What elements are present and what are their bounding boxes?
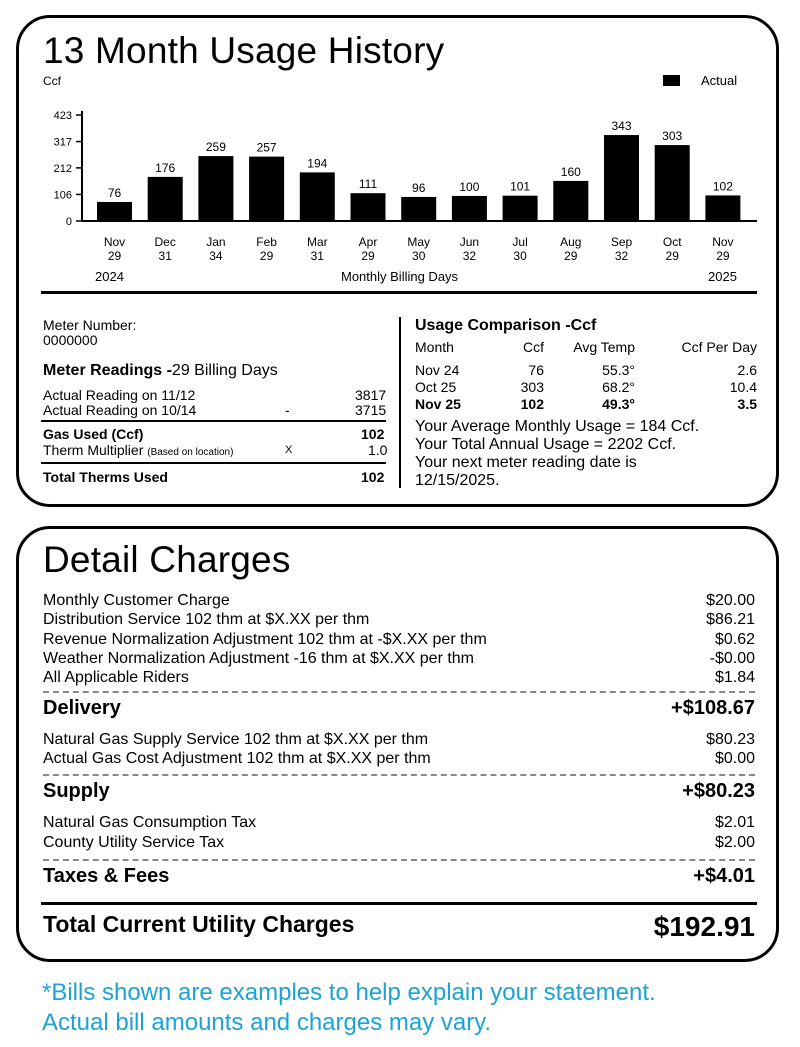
comparison-cell: 49.3° xyxy=(602,396,635,412)
month-label: Jul xyxy=(512,235,528,249)
charge-line-label: Revenue Normalization Adjustment 102 thm at -$X.XX per thm xyxy=(43,630,487,648)
charge-line xyxy=(43,650,755,668)
comparison-header: Ccf Per Day xyxy=(681,339,757,355)
bar-value-label: 160 xyxy=(560,164,581,179)
charge-line xyxy=(43,750,755,768)
taxes-subtotal-amount: +$4.01 xyxy=(693,865,755,887)
charge-line-amount: -$0.00 xyxy=(709,649,755,667)
supply-subtotal-label: Supply xyxy=(43,780,110,802)
comparison-cell: 2.6 xyxy=(737,362,757,378)
charge-line xyxy=(43,814,755,832)
comparison-cell: 3.5 xyxy=(737,396,757,412)
bar-value-label: 96 xyxy=(412,180,426,195)
charge-line-label: Actual Gas Cost Adjustment 102 thm at $X.XX per thm xyxy=(43,750,431,768)
charge-line xyxy=(43,631,755,649)
bar-value-label: 343 xyxy=(611,119,632,134)
average-usage-text: Your Average Monthly Usage = 184 Ccf. xyxy=(415,418,700,435)
legend-label: Actual xyxy=(701,73,738,88)
month-label: Apr xyxy=(358,235,378,249)
charge-line-label: County Utility Service Tax xyxy=(43,834,225,851)
meter-readings-label: Meter Readings - xyxy=(43,362,172,379)
actual-reading-1-value: 3817 xyxy=(355,387,387,403)
billing-days-label: 30 xyxy=(513,249,527,263)
bar-value-label: 102 xyxy=(712,179,733,194)
grand-total-amount: $192.91 xyxy=(653,911,755,942)
dashed-divider xyxy=(43,859,755,861)
charge-line-amount: $86.21 xyxy=(706,611,755,629)
bar xyxy=(452,196,487,221)
bar-value-label: 194 xyxy=(307,156,328,171)
bar-value-label: 76 xyxy=(107,185,122,200)
month-label: Jan xyxy=(206,235,226,249)
actual-reading-2-value: 3715 xyxy=(355,402,387,418)
annual-usage-text: Your Total Annual Usage = 2202 Ccf. xyxy=(415,436,677,453)
bar xyxy=(655,145,690,221)
meter-readings-heading xyxy=(43,362,278,380)
month-label: Aug xyxy=(560,235,582,249)
start-year: 2024 xyxy=(95,269,124,284)
therm-value: 1.0 xyxy=(368,442,388,458)
total-therms-value: 102 xyxy=(361,469,385,485)
therm-note: (Based on location) xyxy=(147,447,234,458)
bar xyxy=(503,196,538,221)
month-label: Oct xyxy=(662,235,682,249)
comparison-cell: 10.4 xyxy=(729,379,757,395)
comparison-cell: 76 xyxy=(528,362,544,378)
meter-number-label: Meter Number: xyxy=(43,317,137,333)
billing-days-label: 29 xyxy=(107,249,122,263)
billing-days-label: 31 xyxy=(158,249,172,263)
charge-line xyxy=(43,731,755,749)
bar xyxy=(705,195,740,221)
meter-number-value: 0000000 xyxy=(43,332,98,348)
bar xyxy=(97,202,132,221)
comparison-cell: 55.3° xyxy=(602,362,635,378)
comparison-cell: 68.2° xyxy=(602,379,635,395)
billing-days-label: 29 xyxy=(665,249,679,263)
charge-line xyxy=(43,592,755,610)
month-label: Dec xyxy=(154,235,176,249)
detail-charges-panel xyxy=(16,526,779,962)
next-reading-text: Your next meter reading date is xyxy=(415,454,637,471)
taxes-subtotal-label: Taxes & Fees xyxy=(43,865,170,887)
charge-line-label: Weather Normalization Adjustment -16 thm at $X.XX per thm xyxy=(43,649,475,667)
bar xyxy=(249,157,284,221)
charge-line-amount: $80.23 xyxy=(706,731,755,748)
billing-days-label: Monthly Billing Days xyxy=(341,269,459,284)
actual-reading-1-label: Actual Reading on 11/12 xyxy=(43,387,196,403)
gas-used-label: Gas Used (Ccf) xyxy=(43,426,144,442)
supply-subtotal xyxy=(43,780,755,803)
bar xyxy=(300,172,335,221)
month-label: May xyxy=(407,235,431,249)
bar xyxy=(351,193,386,221)
comparison-cell: Nov 24 xyxy=(415,362,460,378)
comparison-header: Avg Temp xyxy=(573,339,635,355)
charge-line xyxy=(43,611,755,629)
y-tick-label: 0 xyxy=(65,216,72,228)
section-divider xyxy=(399,317,401,488)
dashed-divider xyxy=(43,691,755,693)
bar xyxy=(604,135,639,221)
charge-line-label: Natural Gas Consumption Tax xyxy=(43,814,257,831)
bar-value-label: 176 xyxy=(155,160,176,175)
gas-used-value: 102 xyxy=(361,426,385,442)
bar-value-label: 111 xyxy=(358,177,378,192)
billing-days-label: 30 xyxy=(412,249,426,263)
month-label: Mar xyxy=(306,235,328,249)
charge-line-amount: $0.62 xyxy=(714,630,755,648)
bar-value-label: 259 xyxy=(205,140,226,155)
billing-days-label: 31 xyxy=(310,249,324,263)
meter-readings-days: 29 Billing Days xyxy=(171,362,278,379)
charge-line-amount: $0.00 xyxy=(714,750,755,768)
bar-value-label: 101 xyxy=(510,179,531,194)
billing-days-label: 32 xyxy=(462,249,477,263)
disclaimer xyxy=(42,978,656,1038)
billing-days-label: 34 xyxy=(209,249,223,263)
disclaimer-line-2: Actual bill amounts and charges may vary. xyxy=(42,1009,492,1036)
therm-multiplier-label xyxy=(43,442,233,458)
billing-days-label: 29 xyxy=(259,249,274,263)
charge-line-amount: $1.84 xyxy=(714,669,755,687)
y-tick-label: 212 xyxy=(53,162,72,175)
actual-reading-2-label: Actual Reading on 10/14 xyxy=(43,402,197,418)
billing-days-label: 29 xyxy=(361,249,375,263)
bar xyxy=(553,181,588,221)
comparison-cell: Nov 25 xyxy=(415,396,461,412)
delivery-subtotal xyxy=(43,697,755,720)
bar xyxy=(198,156,233,221)
y-tick-label: 317 xyxy=(53,136,72,149)
delivery-subtotal-label: Delivery xyxy=(43,697,121,719)
charge-line xyxy=(43,834,755,852)
grand-total-row xyxy=(43,911,755,943)
charge-line-label: Natural Gas Supply Service 102 thm at $X.XX per thm xyxy=(43,731,429,748)
bar-value-label: 257 xyxy=(256,140,277,155)
actual-reading-2-sign: - xyxy=(285,402,290,418)
bar-value-label: 303 xyxy=(662,129,683,144)
end-year: 2025 xyxy=(708,269,737,284)
total-therms-label: Total Therms Used xyxy=(43,469,168,485)
charge-line-amount: $2.01 xyxy=(714,814,755,831)
charge-line xyxy=(43,669,755,687)
charges-title: Detail Charges xyxy=(43,539,291,580)
charge-line-amount: $20.00 xyxy=(706,592,755,609)
usage-title: 13 Month Usage History xyxy=(43,30,445,71)
unit-label: Ccf xyxy=(43,74,61,88)
dashed-divider xyxy=(43,774,755,776)
taxes-subtotal xyxy=(43,865,755,888)
usage-history-panel xyxy=(16,15,779,507)
therm-sign: X xyxy=(285,444,293,456)
comparison-title: Usage Comparison -Ccf xyxy=(415,317,597,334)
gas-used-divider xyxy=(41,420,386,422)
total-divider xyxy=(41,902,757,905)
month-label: Sep xyxy=(610,235,633,249)
comparison-cell: 102 xyxy=(520,396,544,412)
supply-subtotal-amount: +$80.23 xyxy=(682,780,755,802)
next-reading-date: 12/15/2025. xyxy=(415,472,500,489)
y-tick-label: 423 xyxy=(53,110,72,122)
comparison-cell: Oct 25 xyxy=(415,379,457,395)
total-therms-divider xyxy=(41,462,386,464)
charge-line-label: Distribution Service 102 thm at $X.XX per thm xyxy=(43,611,370,629)
comparison-header: Month xyxy=(415,339,454,355)
billing-days-label: 32 xyxy=(614,249,629,263)
bar-value-label: 100 xyxy=(459,179,480,194)
grand-total-label: Total Current Utility Charges xyxy=(43,911,355,937)
bar xyxy=(401,197,436,221)
charge-line-amount: $2.00 xyxy=(714,834,755,851)
billing-days-label: 29 xyxy=(716,249,730,263)
month-label: Feb xyxy=(256,235,277,249)
bar xyxy=(148,177,183,221)
usage-bar-chart xyxy=(19,18,776,298)
charge-line-label: Monthly Customer Charge xyxy=(43,592,230,609)
y-tick-label: 106 xyxy=(53,189,72,202)
chart-divider xyxy=(41,291,757,294)
therm-label: Therm Multiplier xyxy=(43,442,144,458)
disclaimer-line-1: *Bills shown are examples to help explain your statement. xyxy=(42,979,656,1006)
billing-days-label: 29 xyxy=(564,249,578,263)
month-label: Nov xyxy=(103,235,126,249)
month-label: Jun xyxy=(459,235,480,249)
comparison-cell: 303 xyxy=(520,379,544,395)
month-label: Nov xyxy=(712,235,734,249)
charge-line-label: All Applicable Riders xyxy=(43,669,189,687)
delivery-subtotal-amount: +$108.67 xyxy=(671,697,755,719)
comparison-header: Ccf xyxy=(523,339,544,355)
